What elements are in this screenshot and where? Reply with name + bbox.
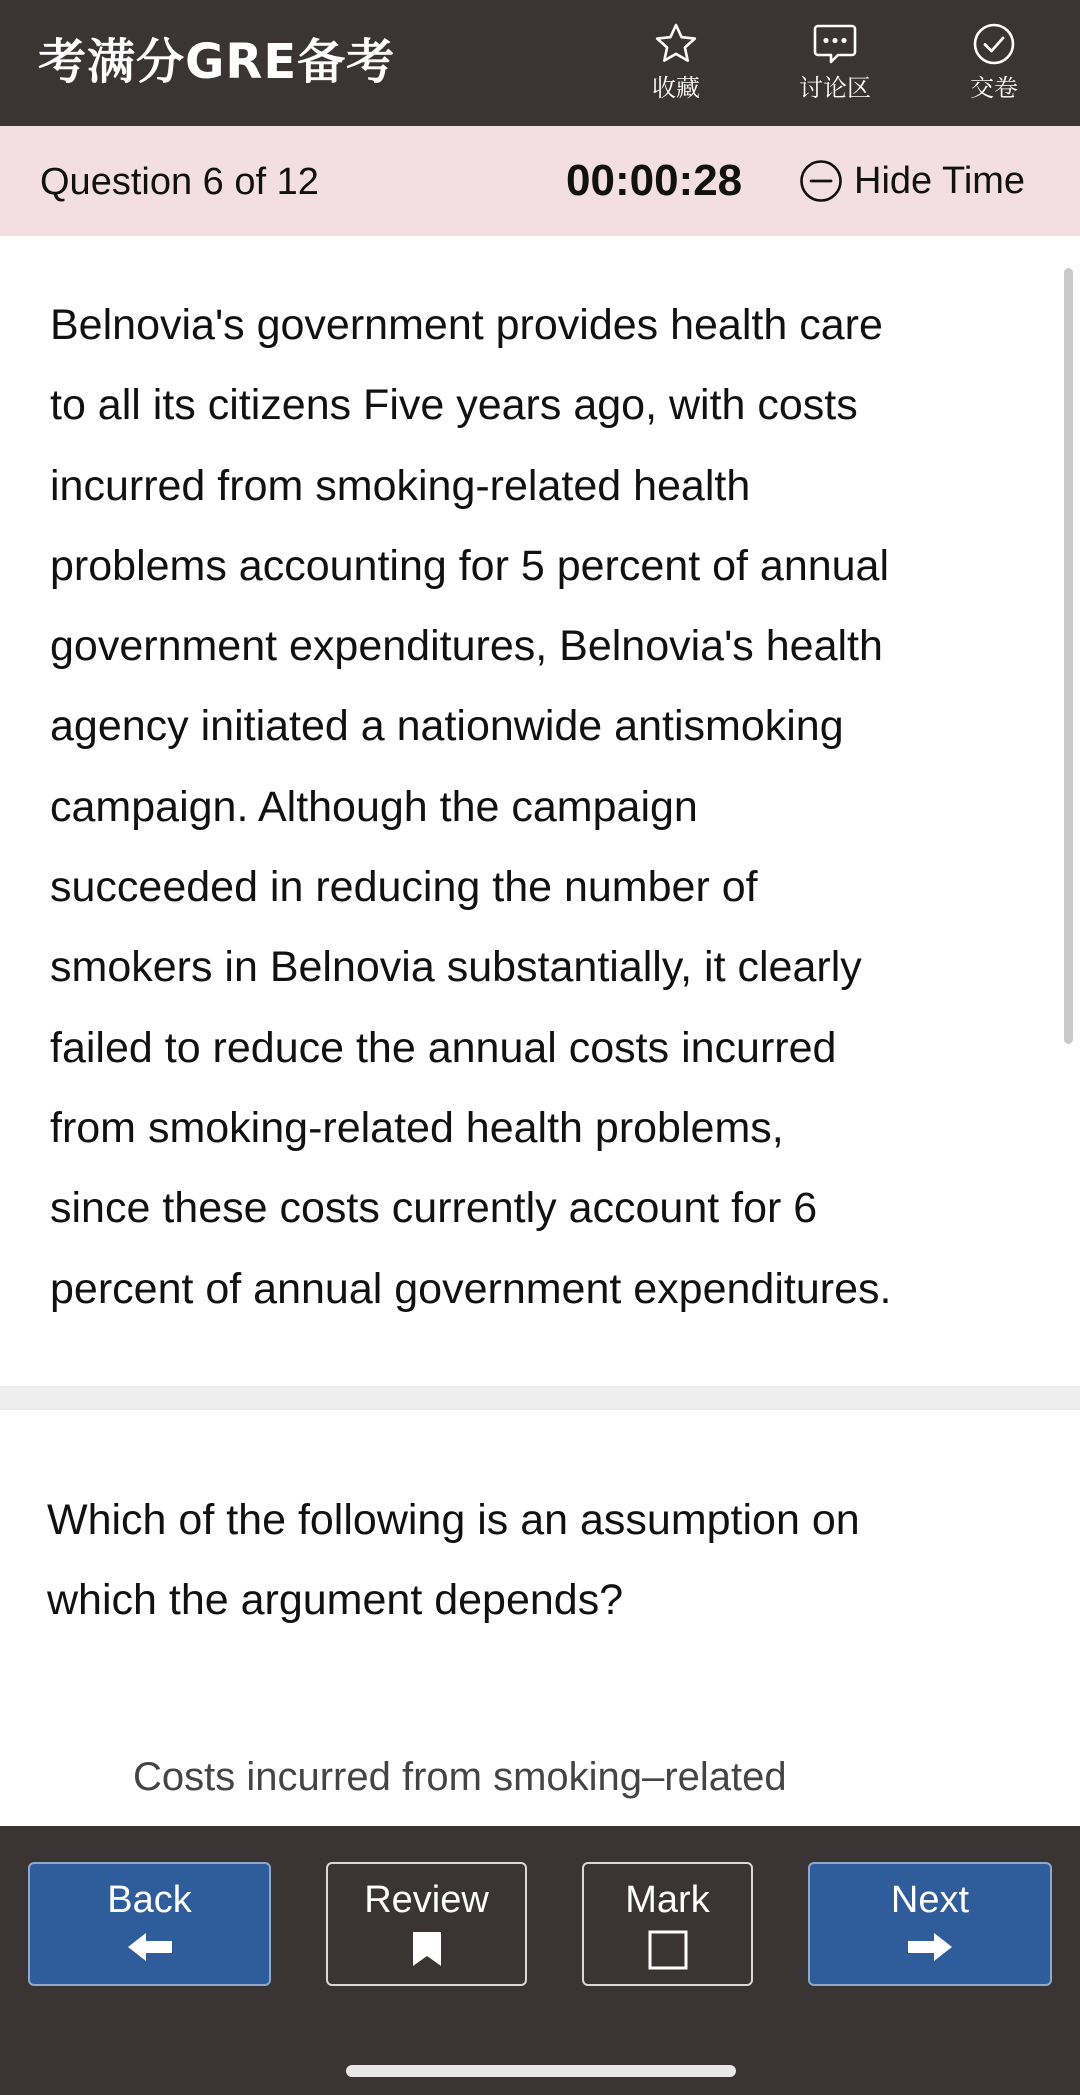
section-divider	[0, 1386, 1080, 1410]
passage-line: smokers in Belnovia substantially, it clearly	[50, 943, 862, 992]
next-label: Next	[890, 1879, 970, 1921]
back-button[interactable]	[28, 1862, 271, 1986]
passage-line: Belnovia's government provides health care	[50, 301, 883, 349]
passage-line: incurred from smoking-related health	[50, 461, 751, 510]
answer-choice-a[interactable]: Costs incurred from smoking–related	[133, 1755, 787, 1799]
passage-line: from smoking-related health problems,	[50, 1103, 784, 1152]
question-counter: Question 6 of 12	[40, 161, 319, 203]
passage-line: campaign. Although the campaign	[50, 782, 698, 831]
review-label: Review	[364, 1879, 489, 1921]
passage-line: percent of annual government expenditures.	[50, 1264, 892, 1313]
home-indicator	[346, 2065, 736, 2077]
passage-line: to all its citizens Five years ago, with costs	[50, 381, 858, 430]
question-line: which the argument depends?	[47, 1576, 624, 1624]
submit-exam-label: 交卷	[970, 74, 1018, 102]
mark-label: Mark	[625, 1879, 710, 1921]
passage-line: since these costs currently account for 6	[50, 1184, 818, 1233]
favorite-label: 收藏	[652, 74, 700, 102]
hide-time-button[interactable]	[798, 158, 1025, 204]
submit-exam-button[interactable]	[929, 20, 1059, 110]
check-circle-icon	[970, 20, 1018, 68]
discussion-label: 讨论区	[799, 74, 871, 102]
app-title: 考满分GRE备考	[38, 34, 396, 90]
bottom-navigation	[0, 1826, 1080, 2095]
back-label: Back	[107, 1879, 192, 1921]
checkbox-icon	[648, 1930, 688, 1970]
passage-line: government expenditures, Belnovia's health	[50, 622, 883, 671]
passage-line: failed to reduce the annual costs incurred	[50, 1023, 837, 1072]
star-icon	[652, 20, 700, 68]
question-line: Which of the following is an assumption on	[47, 1496, 860, 1544]
review-button[interactable]	[326, 1862, 527, 1986]
app-header	[0, 0, 1080, 126]
passage-scrollbar[interactable]	[1064, 268, 1073, 1044]
bookmark-icon	[410, 1930, 444, 1968]
arrow-right-icon	[906, 1930, 954, 1964]
question-status-bar	[0, 126, 1080, 236]
hide-time-label: Hide Time	[854, 160, 1026, 202]
passage-line: problems accounting for 5 percent of annual	[50, 541, 890, 590]
passage-line: succeeded in reducing the number of	[50, 863, 758, 912]
discussion-button[interactable]	[770, 20, 900, 110]
passage	[50, 285, 1040, 1329]
next-button[interactable]	[808, 1862, 1052, 1986]
arrow-left-icon	[126, 1930, 174, 1964]
favorite-button[interactable]	[611, 20, 741, 110]
minus-circle-icon	[798, 158, 844, 204]
chat-bubble-icon	[811, 20, 859, 68]
mark-button[interactable]	[582, 1862, 753, 1986]
question-prompt	[47, 1480, 1047, 1640]
timer: 00:00:28	[566, 156, 743, 205]
passage-line: agency initiated a nationwide antismoking	[50, 702, 844, 751]
